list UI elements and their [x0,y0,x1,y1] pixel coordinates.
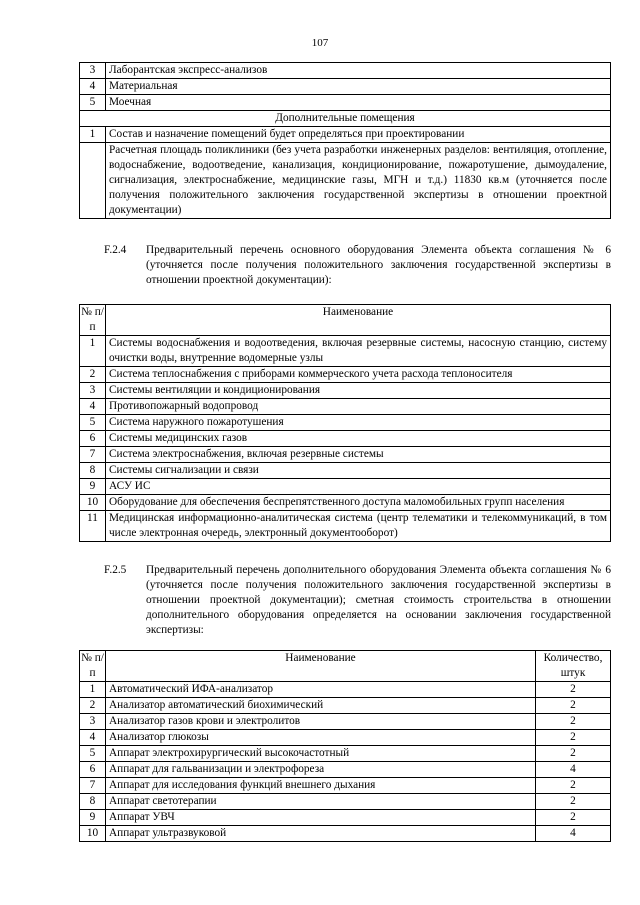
row-quantity: 2 [536,794,611,810]
table-row [80,336,611,367]
main-equipment-table [79,304,611,542]
row-number: 3 [80,383,106,399]
table-row [80,399,611,415]
table-row [80,367,611,383]
row-quantity: 2 [536,746,611,762]
row-number: 1 [80,127,106,143]
table-row [80,63,611,79]
row-number: 5 [80,95,106,111]
row-text: Система теплоснабжения с приборами коммерческого учета расхода теплоносителя [106,367,611,383]
table-subheader-row [80,111,611,127]
table-row [80,826,611,842]
table-row [80,463,611,479]
row-text: Аппарат светотерапии [106,794,536,810]
row-text: Система электроснабжения, включая резервные системы [106,447,611,463]
column-header-name: Наименование [106,305,611,336]
row-number: 2 [80,698,106,714]
row-number: 8 [80,463,106,479]
row-number: 5 [80,415,106,431]
row-text: Аппарат для исследования функций внешнего дыхания [106,778,536,794]
table-row [80,415,611,431]
row-text: Аппарат ультразвуковой [106,826,536,842]
row-text: Анализатор автоматический биохимический [106,698,536,714]
row-text: Состав и назначение помещений будет определяться при проектировании [106,127,611,143]
row-number: 11 [80,511,106,542]
rooms-table [79,62,611,219]
row-number: 4 [80,399,106,415]
table-row [80,714,611,730]
section-label: F.2.5 [104,564,127,576]
row-number: 4 [80,730,106,746]
table-row [80,127,611,143]
row-quantity: 4 [536,826,611,842]
row-text: Системы вентиляции и кондиционирования [106,383,611,399]
row-text: АСУ ИС [106,479,611,495]
column-header-number: № п/п [80,305,106,336]
table-row [80,794,611,810]
row-text: Системы сигнализации и связи [106,463,611,479]
row-text: Система наружного пожаротушения [106,415,611,431]
row-number: 3 [80,714,106,730]
row-number: 8 [80,794,106,810]
table-row [80,778,611,794]
column-header-quantity: Количество, штук [536,651,611,682]
table-row [80,682,611,698]
row-number: 1 [80,682,106,698]
row-text: Автоматический ИФА-анализатор [106,682,536,698]
row-number: 7 [80,447,106,463]
row-number: 3 [80,63,106,79]
column-header-name: Наименование [106,651,536,682]
row-number: 9 [80,479,106,495]
row-text: Анализатор глюкозы [106,730,536,746]
table-subheader: Дополнительные помещения [80,111,611,127]
row-text: Противопожарный водопровод [106,399,611,415]
row-text: Аппарат для гальванизации и электрофореза [106,762,536,778]
table-row [80,810,611,826]
row-number: 6 [80,762,106,778]
row-number: 1 [80,336,106,367]
table-note-row [80,143,611,219]
additional-equipment-table [79,650,611,842]
table-row [80,383,611,399]
row-quantity: 2 [536,714,611,730]
table-row [80,79,611,95]
row-text: Системы водоснабжения и водоотведения, включая резервные системы, насосную станцию, систему очистки воды, внутренние водомерные узлы [106,336,611,367]
row-text: Медицинская информационно-аналитическая система (центр телематики и телекоммуникаций, в том числе электронная очередь, электронный документооборот) [106,511,611,542]
table-header-row [80,305,611,336]
table-row [80,730,611,746]
section-f24 [104,243,611,288]
table-row [80,762,611,778]
row-number-empty [80,143,106,219]
section-text: Предварительный перечень дополнительного оборудования Элемента объекта соглашения № 6 (уточняется после получения положительного заключения государственной экспертизы в отношении проектной документации); сметная стоимость строительства в отношении дополнительного оборудования определяется на основании заключения государственной экспертизы: [146,564,611,636]
row-number: 7 [80,778,106,794]
column-header-number: № п/п [80,651,106,682]
row-number: 6 [80,431,106,447]
table-row [80,511,611,542]
row-text: Моечная [106,95,611,111]
table-row [80,95,611,111]
section-f25 [104,563,611,638]
row-text: Оборудование для обеспечения беспрепятственного доступа маломобильных групп населения [106,495,611,511]
table-row [80,479,611,495]
row-number: 10 [80,826,106,842]
table-row [80,431,611,447]
table-row [80,447,611,463]
table-row [80,698,611,714]
row-quantity: 2 [536,730,611,746]
row-number: 9 [80,810,106,826]
area-note: Расчетная площадь поликлиники (без учета разработки инженерных разделов: вентиляция, отопление, водоснабжение, водоотведение, канализация, кондиционирование, пожаротушение, дымоудаление, сигнализация, электроснабжение, медицинские газы, МГН и т.д.) 11830 кв.м (уточняется после получения положительного заключения государственной экспертизы в отношении проектной документации) [106,143,611,219]
row-text: Лаборантская экспресс-анализов [106,63,611,79]
row-number: 5 [80,746,106,762]
section-label: F.2.4 [104,244,127,256]
row-quantity: 2 [536,778,611,794]
row-number: 2 [80,367,106,383]
section-text: Предварительный перечень основного оборудования Элемента объекта соглашения № 6 (уточняется после получения положительного заключения государственной экспертизы в отношении проектной документации): [146,244,611,286]
row-text: Анализатор газов крови и электролитов [106,714,536,730]
table-row [80,495,611,511]
row-number: 4 [80,79,106,95]
row-number: 10 [80,495,106,511]
row-quantity: 2 [536,682,611,698]
row-quantity: 4 [536,762,611,778]
row-text: Аппарат УВЧ [106,810,536,826]
page-number: 107 [311,37,329,49]
row-text: Материальная [106,79,611,95]
row-quantity: 2 [536,698,611,714]
row-text: Системы медицинских газов [106,431,611,447]
table-row [80,746,611,762]
row-text: Аппарат электрохирургический высокочастотный [106,746,536,762]
row-quantity: 2 [536,810,611,826]
table-header-row [80,651,611,682]
